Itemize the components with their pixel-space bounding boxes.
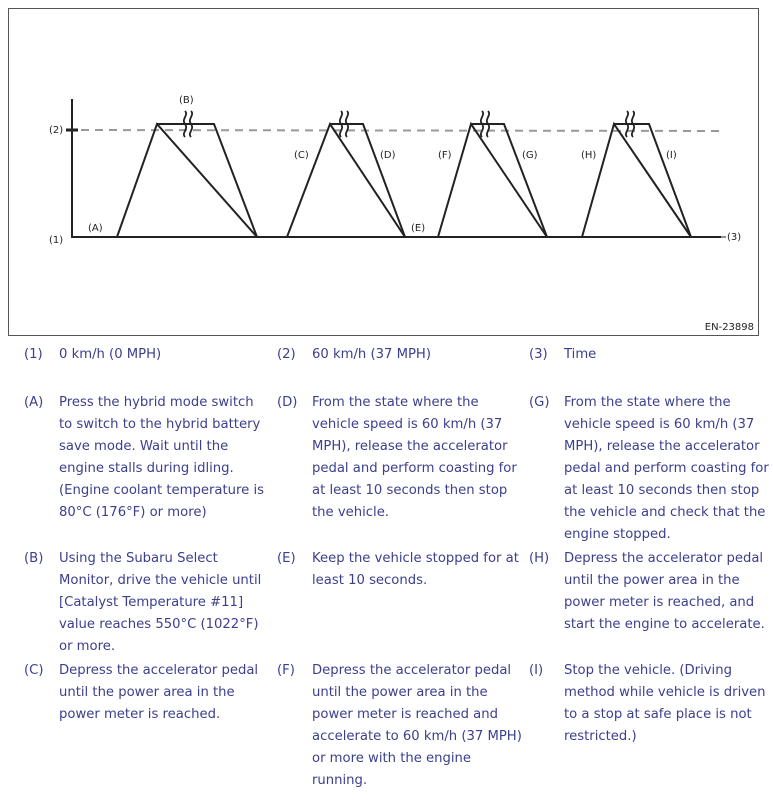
- legend-key: (D): [277, 395, 298, 410]
- figure-code: EN-23898: [704, 322, 754, 333]
- legend-text: Depress the accelerator pedal until the power area in the power meter is reached, and start the engine to accelerate.: [564, 551, 765, 632]
- legend-text: 60 km/h (37 MPH): [312, 347, 431, 362]
- legend-key: (B): [24, 551, 44, 566]
- legend-key: (C): [24, 663, 44, 678]
- legend-text: Press the hybrid mode switch to switch to the hybrid battery save mode. Wait until the engine stalls during idling. (Engine coolant temperature is 80°C (176°F) or more): [59, 395, 265, 520]
- label-B: (B): [179, 95, 194, 106]
- label-D: (D): [380, 150, 396, 161]
- legend-text: 0 km/h (0 MPH): [59, 347, 162, 362]
- target-speed-dashed-line: [81, 130, 721, 131]
- legend-text: Keep the vehicle stopped for at least 10 seconds.: [312, 551, 519, 588]
- diagram-svg: [9, 9, 760, 337]
- label-A: (A): [88, 223, 103, 234]
- label-axis-3: (3): [727, 232, 742, 243]
- label-E: (E): [411, 223, 426, 234]
- legend-text: Time: [564, 347, 597, 362]
- legend-key: (1): [24, 347, 43, 362]
- label-I: (I): [666, 150, 677, 161]
- label-G: (G): [522, 150, 538, 161]
- legend-key: (G): [529, 395, 550, 410]
- speed-time-diagram: [8, 8, 759, 336]
- legend-key: (2): [277, 347, 296, 362]
- legend-key: (F): [277, 663, 295, 678]
- label-C: (C): [294, 150, 309, 161]
- legend-text: Stop the vehicle. (Driving method while vehicle is driven to a stop at safe place is not restricted.): [564, 663, 766, 744]
- legend-text: Using the Subaru Select Monitor, drive the vehicle until [Catalyst Temperature #11] value reaches 550°C (1022°F) or more.: [59, 551, 262, 654]
- legend-key: (I): [529, 663, 544, 678]
- label-H: (H): [581, 150, 597, 161]
- legend-key: (A): [24, 395, 44, 410]
- legend-key: (E): [277, 551, 296, 566]
- legend-text: Depress the accelerator pedal until the power area in the power meter is reached.: [59, 663, 259, 722]
- label-axis-2: (2): [49, 125, 64, 136]
- legend-text: From the state where the vehicle speed is 60 km/h (37 MPH), release the accelerator pedal and perform coasting for at least 10 seconds then stop the vehicle and check that the engine stopped.: [564, 395, 769, 542]
- label-axis-1: (1): [49, 235, 64, 246]
- legend-key: (3): [529, 347, 548, 362]
- label-F: (F): [438, 150, 452, 161]
- speed-profile-line: [117, 124, 691, 237]
- legend-key: (H): [529, 551, 550, 566]
- legend-text: Depress the accelerator pedal until the power area in the power meter is reached and accelerate to 60 km/h (37 MPH) or more with the engine running.: [312, 663, 522, 788]
- legend-text: From the state where the vehicle speed is 60 km/h (37 MPH), release the accelerator pedal and perform coasting for at least 10 seconds then stop the vehicle.: [312, 395, 517, 520]
